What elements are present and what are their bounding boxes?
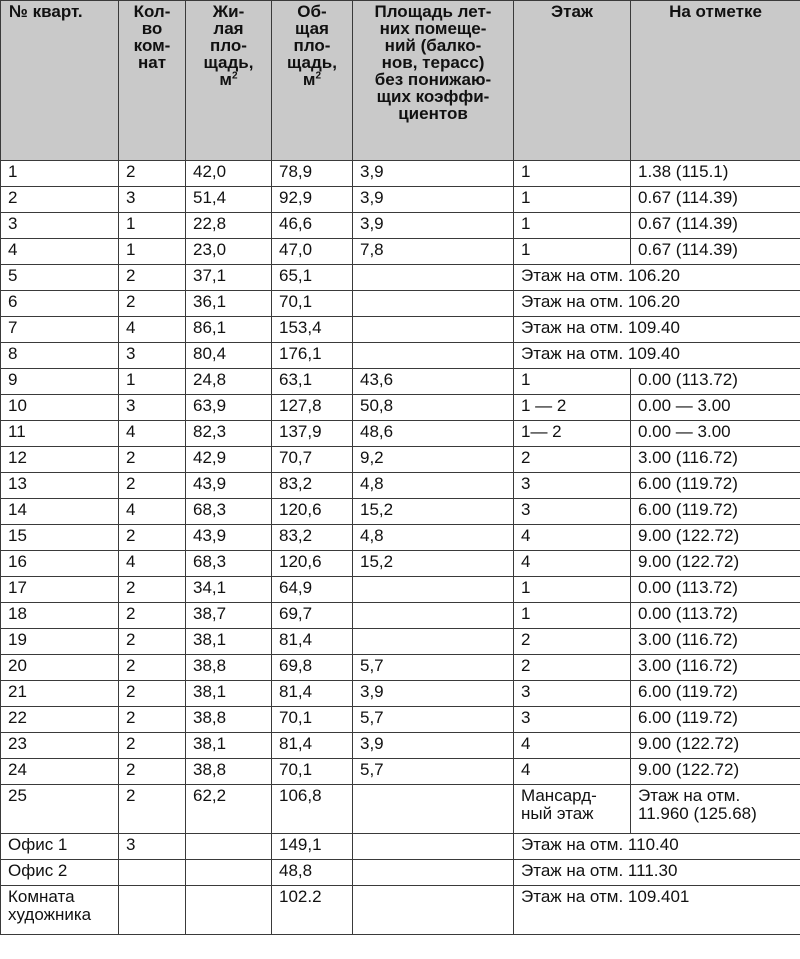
summer-area-cell [353, 629, 514, 655]
room-count-cell: 2 [119, 161, 186, 187]
table-row [1, 447, 800, 473]
room-count-cell: 1 [119, 239, 186, 265]
total-area-cell: 81,4 [272, 733, 353, 759]
floor-cell: 1 [514, 213, 631, 239]
table-row [1, 785, 800, 834]
floor-cell: 4 [514, 759, 631, 785]
elevation-cell: 0.67 (114.39) [631, 213, 800, 239]
total-area-cell: 83,2 [272, 473, 353, 499]
total-area-cell: 137,9 [272, 421, 353, 447]
room-count-cell [119, 860, 186, 886]
room-count-cell: 2 [119, 733, 186, 759]
living-area-cell: 38,7 [186, 603, 272, 629]
room-count-cell: 2 [119, 707, 186, 733]
elevation-cell: 0.67 (114.39) [631, 239, 800, 265]
summer-area-cell [353, 860, 514, 886]
elevation-cell: 6.00 (119.72) [631, 707, 800, 733]
total-area-cell: 83,2 [272, 525, 353, 551]
table-row [1, 860, 800, 886]
summer-area-cell [353, 886, 514, 935]
floor-cell: 1 [514, 369, 631, 395]
apartment-number-cell: 18 [1, 603, 119, 629]
room-count-cell: 4 [119, 317, 186, 343]
room-count-cell: 2 [119, 785, 186, 834]
room-count-cell: 2 [119, 265, 186, 291]
elevation-cell: 0.00 — 3.00 [631, 395, 800, 421]
table-body [1, 161, 800, 935]
summer-area-cell [353, 577, 514, 603]
header-room-count [119, 1, 186, 161]
apartment-number-cell: 6 [1, 291, 119, 317]
elevation-cell: 9.00 (122.72) [631, 759, 800, 785]
header-label: № кварт. [9, 2, 83, 21]
summer-area-cell: 3,9 [353, 681, 514, 707]
elevation-cell: Этаж на отм. 11.960 (125.68) [631, 785, 800, 834]
summer-area-cell: 15,2 [353, 551, 514, 577]
summer-area-cell [353, 343, 514, 369]
elevation-cell: 9.00 (122.72) [631, 733, 800, 759]
room-count-cell: 3 [119, 187, 186, 213]
floor-cell: 3 [514, 681, 631, 707]
summer-area-cell: 5,7 [353, 707, 514, 733]
total-area-cell: 70,1 [272, 759, 353, 785]
summer-area-cell: 3,9 [353, 187, 514, 213]
floor-cell: 1 [514, 577, 631, 603]
room-count-cell: 2 [119, 577, 186, 603]
elevation-cell: 0.00 — 3.00 [631, 421, 800, 447]
header-living-area [186, 1, 272, 161]
summer-area-cell: 4,8 [353, 473, 514, 499]
header-label: Этаж [551, 2, 593, 21]
table-row [1, 733, 800, 759]
living-area-cell: 34,1 [186, 577, 272, 603]
table-row [1, 395, 800, 421]
total-area-cell: 81,4 [272, 629, 353, 655]
total-area-cell: 81,4 [272, 681, 353, 707]
table-row [1, 525, 800, 551]
total-area-cell: 64,9 [272, 577, 353, 603]
floor-elevation-cell: Этаж на отм. 106.20 [514, 265, 800, 291]
total-area-cell: 149,1 [272, 834, 353, 860]
table-row [1, 213, 800, 239]
living-area-cell: 62,2 [186, 785, 272, 834]
floor-cell: 4 [514, 551, 631, 577]
room-count-cell: 4 [119, 551, 186, 577]
table-row [1, 343, 800, 369]
living-area-cell: 82,3 [186, 421, 272, 447]
table-row [1, 759, 800, 785]
header-elevation [631, 1, 800, 161]
apartment-number-cell: 7 [1, 317, 119, 343]
apartment-number-cell: 15 [1, 525, 119, 551]
apartment-number-cell: Офис 2 [1, 860, 119, 886]
floor-cell: 1 [514, 603, 631, 629]
room-count-cell: 1 [119, 369, 186, 395]
room-count-cell: 2 [119, 759, 186, 785]
table-row [1, 834, 800, 860]
floor-cell: 1— 2 [514, 421, 631, 447]
apartment-number-cell: 14 [1, 499, 119, 525]
living-area-cell: 37,1 [186, 265, 272, 291]
apartment-number-cell: 1 [1, 161, 119, 187]
total-area-cell: 78,9 [272, 161, 353, 187]
elevation-cell: 3.00 (116.72) [631, 447, 800, 473]
apartment-number-cell: 19 [1, 629, 119, 655]
room-count-cell: 1 [119, 213, 186, 239]
total-area-cell: 69,8 [272, 655, 353, 681]
header-total-area [272, 1, 353, 161]
floor-cell: 1 [514, 239, 631, 265]
header-label: Жи- лая пло- щадь, м [203, 2, 254, 89]
living-area-cell: 68,3 [186, 499, 272, 525]
table-row [1, 551, 800, 577]
room-count-cell: 2 [119, 473, 186, 499]
table-row [1, 707, 800, 733]
room-count-cell: 3 [119, 834, 186, 860]
apartment-number-cell: 23 [1, 733, 119, 759]
summer-area-cell [353, 265, 514, 291]
living-area-cell: 36,1 [186, 291, 272, 317]
floor-cell: 3 [514, 473, 631, 499]
apartment-number-cell: 13 [1, 473, 119, 499]
summer-area-cell [353, 291, 514, 317]
unit-superscript: 2 [232, 70, 238, 82]
room-count-cell: 2 [119, 291, 186, 317]
living-area-cell: 86,1 [186, 317, 272, 343]
elevation-cell: 6.00 (119.72) [631, 473, 800, 499]
summer-area-cell [353, 785, 514, 834]
total-area-cell: 120,6 [272, 499, 353, 525]
apartment-number-cell: 4 [1, 239, 119, 265]
total-area-cell: 176,1 [272, 343, 353, 369]
table-row [1, 421, 800, 447]
table-row [1, 603, 800, 629]
total-area-cell: 48,8 [272, 860, 353, 886]
summer-area-cell [353, 317, 514, 343]
living-area-cell: 51,4 [186, 187, 272, 213]
floor-elevation-cell: Этаж на отм. 109.40 [514, 343, 800, 369]
header-label: Кол- во ком- нат [133, 2, 171, 72]
header-floor [514, 1, 631, 161]
total-area-cell: 102.2 [272, 886, 353, 935]
room-count-cell: 3 [119, 395, 186, 421]
table-row [1, 369, 800, 395]
floor-cell: 3 [514, 499, 631, 525]
total-area-cell: 46,6 [272, 213, 353, 239]
room-count-cell: 2 [119, 603, 186, 629]
living-area-cell [186, 860, 272, 886]
elevation-cell: 6.00 (119.72) [631, 499, 800, 525]
living-area-cell [186, 834, 272, 860]
table-row [1, 886, 800, 935]
apartment-number-cell: 10 [1, 395, 119, 421]
room-count-cell: 2 [119, 447, 186, 473]
floor-cell: 4 [514, 525, 631, 551]
summer-area-cell: 9,2 [353, 447, 514, 473]
elevation-cell: 0.67 (114.39) [631, 187, 800, 213]
apartment-number-cell: 17 [1, 577, 119, 603]
floor-cell: 1 [514, 187, 631, 213]
header-label: Площадь лет- них помеще- ний (балко- нов, терасс) без понижаю- щих коэффи- циентов [374, 2, 492, 123]
apartment-number-cell: 24 [1, 759, 119, 785]
living-area-cell: 43,9 [186, 525, 272, 551]
header-row [1, 1, 800, 161]
summer-area-cell: 3,9 [353, 161, 514, 187]
living-area-cell: 38,1 [186, 733, 272, 759]
elevation-cell: 1.38 (115.1) [631, 161, 800, 187]
apartment-number-cell: 16 [1, 551, 119, 577]
table-row [1, 239, 800, 265]
floor-elevation-cell: Этаж на отм. 111.30 [514, 860, 800, 886]
summer-area-cell: 5,7 [353, 759, 514, 785]
apartment-number-cell: 3 [1, 213, 119, 239]
floor-elevation-cell: Этаж на отм. 106.20 [514, 291, 800, 317]
apartment-number-cell: 22 [1, 707, 119, 733]
table-row [1, 681, 800, 707]
elevation-cell: 0.00 (113.72) [631, 603, 800, 629]
summer-area-cell [353, 603, 514, 629]
room-count-cell: 2 [119, 525, 186, 551]
floor-cell: 3 [514, 707, 631, 733]
room-count-cell: 2 [119, 655, 186, 681]
table-row [1, 291, 800, 317]
room-count-cell: 4 [119, 499, 186, 525]
summer-area-cell: 7,8 [353, 239, 514, 265]
header-label: Об- щая пло- щадь, м [287, 2, 337, 89]
living-area-cell: 80,4 [186, 343, 272, 369]
apartment-number-cell: 12 [1, 447, 119, 473]
total-area-cell: 70,1 [272, 707, 353, 733]
total-area-cell: 70,7 [272, 447, 353, 473]
living-area-cell: 23,0 [186, 239, 272, 265]
total-area-cell: 153,4 [272, 317, 353, 343]
apartment-number-cell: 5 [1, 265, 119, 291]
room-count-cell: 4 [119, 421, 186, 447]
floor-cell: 2 [514, 447, 631, 473]
total-area-cell: 47,0 [272, 239, 353, 265]
living-area-cell: 22,8 [186, 213, 272, 239]
summer-area-cell: 3,9 [353, 733, 514, 759]
floor-cell: 1 [514, 161, 631, 187]
total-area-cell: 106,8 [272, 785, 353, 834]
apartment-number-cell: 21 [1, 681, 119, 707]
total-area-cell: 127,8 [272, 395, 353, 421]
elevation-cell: 3.00 (116.72) [631, 655, 800, 681]
apartment-number-cell: 11 [1, 421, 119, 447]
summer-area-cell: 4,8 [353, 525, 514, 551]
summer-area-cell: 5,7 [353, 655, 514, 681]
apartment-number-cell: 9 [1, 369, 119, 395]
floor-elevation-cell: Этаж на отм. 109.401 [514, 886, 800, 935]
room-count-cell: 2 [119, 681, 186, 707]
summer-area-cell: 43,6 [353, 369, 514, 395]
living-area-cell: 42,9 [186, 447, 272, 473]
floor-cell: 4 [514, 733, 631, 759]
table-row [1, 265, 800, 291]
apartment-number-cell: 20 [1, 655, 119, 681]
total-area-cell: 69,7 [272, 603, 353, 629]
floor-cell: 2 [514, 655, 631, 681]
table-row [1, 161, 800, 187]
apartment-number-cell: 25 [1, 785, 119, 834]
floor-cell: Мансард- ный этаж [514, 785, 631, 834]
elevation-cell: 9.00 (122.72) [631, 551, 800, 577]
room-count-cell [119, 886, 186, 935]
total-area-cell: 120,6 [272, 551, 353, 577]
table-row [1, 187, 800, 213]
living-area-cell: 68,3 [186, 551, 272, 577]
elevation-cell: 3.00 (116.72) [631, 629, 800, 655]
table-row [1, 317, 800, 343]
room-count-cell: 3 [119, 343, 186, 369]
living-area-cell: 38,8 [186, 707, 272, 733]
living-area-cell: 42,0 [186, 161, 272, 187]
table-row [1, 629, 800, 655]
total-area-cell: 65,1 [272, 265, 353, 291]
living-area-cell: 38,8 [186, 759, 272, 785]
header-apartment-number [1, 1, 119, 161]
living-area-cell [186, 886, 272, 935]
floor-cell: 2 [514, 629, 631, 655]
summer-area-cell [353, 834, 514, 860]
elevation-cell: 0.00 (113.72) [631, 577, 800, 603]
elevation-cell: 9.00 (122.72) [631, 525, 800, 551]
unit-superscript: 2 [315, 70, 322, 82]
room-count-cell: 2 [119, 629, 186, 655]
table-row [1, 655, 800, 681]
summer-area-cell: 48,6 [353, 421, 514, 447]
total-area-cell: 92,9 [272, 187, 353, 213]
apartment-number-cell: Офис 1 [1, 834, 119, 860]
apartment-number-cell: 2 [1, 187, 119, 213]
floor-cell: 1 — 2 [514, 395, 631, 421]
elevation-cell: 6.00 (119.72) [631, 681, 800, 707]
apartment-number-cell: Комната художника [1, 886, 119, 935]
summer-area-cell: 15,2 [353, 499, 514, 525]
table-row [1, 499, 800, 525]
floor-elevation-cell: Этаж на отм. 109.40 [514, 317, 800, 343]
table-row [1, 577, 800, 603]
living-area-cell: 63,9 [186, 395, 272, 421]
elevation-cell: 0.00 (113.72) [631, 369, 800, 395]
living-area-cell: 38,1 [186, 629, 272, 655]
header-summer-area [353, 1, 514, 161]
summer-area-cell: 3,9 [353, 213, 514, 239]
floor-elevation-cell: Этаж на отм. 110.40 [514, 834, 800, 860]
living-area-cell: 43,9 [186, 473, 272, 499]
summer-area-cell: 50,8 [353, 395, 514, 421]
living-area-cell: 38,8 [186, 655, 272, 681]
living-area-cell: 24,8 [186, 369, 272, 395]
total-area-cell: 63,1 [272, 369, 353, 395]
header-label: На отметке [669, 2, 762, 21]
table-row [1, 473, 800, 499]
total-area-cell: 70,1 [272, 291, 353, 317]
living-area-cell: 38,1 [186, 681, 272, 707]
apartment-number-cell: 8 [1, 343, 119, 369]
